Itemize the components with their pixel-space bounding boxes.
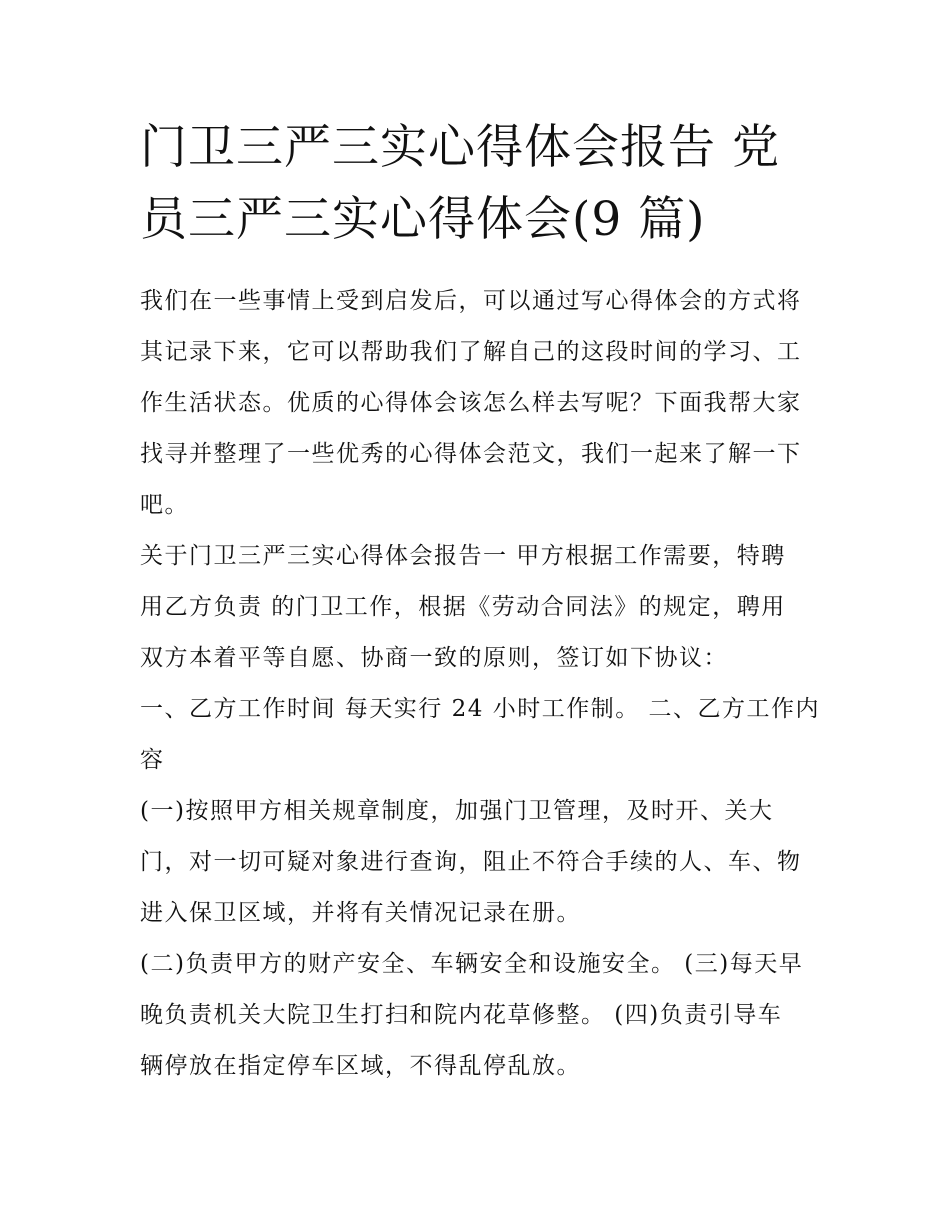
text-line: 晚负责机关大院卫生打扫和院内花草修整。 (四)负责引导车 xyxy=(140,1002,783,1028)
title-line: 门卫三严三实心得体会报告 党 xyxy=(140,120,780,175)
text-line: 作生活状态。优质的心得体会该怎么样去写呢？下面我帮大家 xyxy=(140,390,802,416)
title-line: 员三严三实心得体会(9 篇) xyxy=(140,192,706,247)
document-title xyxy=(140,112,820,256)
text-line: (二)负责甲方的财产安全、车辆安全和设施安全。 (三)每天早 xyxy=(140,951,804,977)
intro-paragraph xyxy=(140,276,820,531)
text-line: 一、乙方工作时间 每天实行 24 小时工作制。 二、乙方工作内 xyxy=(140,696,821,722)
text-line: 用乙方负责 的门卫工作，根据《劳动合同法》的规定，聘用 xyxy=(140,594,786,620)
text-line: 我们在一些事情上受到启发后，可以通过写心得体会的方式将 xyxy=(140,288,802,314)
text-line: 吧。 xyxy=(140,492,189,518)
text-line: 双方本着平等自愿、协商一致的原则，签订如下协议： xyxy=(140,645,728,671)
text-line: 辆停放在指定停车区域，不得乱停乱放。 xyxy=(140,1053,581,1079)
duty-one-paragraph xyxy=(140,786,820,939)
duty-two-paragraph xyxy=(140,939,820,1092)
text-line: 其记录下来，它可以帮助我们了解自己的这段时间的学习、工 xyxy=(140,339,802,365)
text-line: 关于门卫三严三实心得体会报告一 甲方根据工作需要，特聘 xyxy=(140,543,786,569)
text-line: (一)按照甲方相关规章制度，加强门卫管理，及时开、关大 xyxy=(140,798,774,824)
agreement-paragraph xyxy=(140,531,820,684)
document-body xyxy=(140,276,820,1092)
work-time-paragraph xyxy=(140,684,820,786)
text-line: 进入保卫区域，并将有关情况记录在册。 xyxy=(140,900,581,926)
text-line: 门，对一切可疑对象进行查询，阻止不符合手续的人、车、物 xyxy=(140,849,802,875)
text-line: 容 xyxy=(140,747,165,773)
text-line: 找寻并整理了一些优秀的心得体会范文，我们一起来了解一下 xyxy=(140,441,802,467)
